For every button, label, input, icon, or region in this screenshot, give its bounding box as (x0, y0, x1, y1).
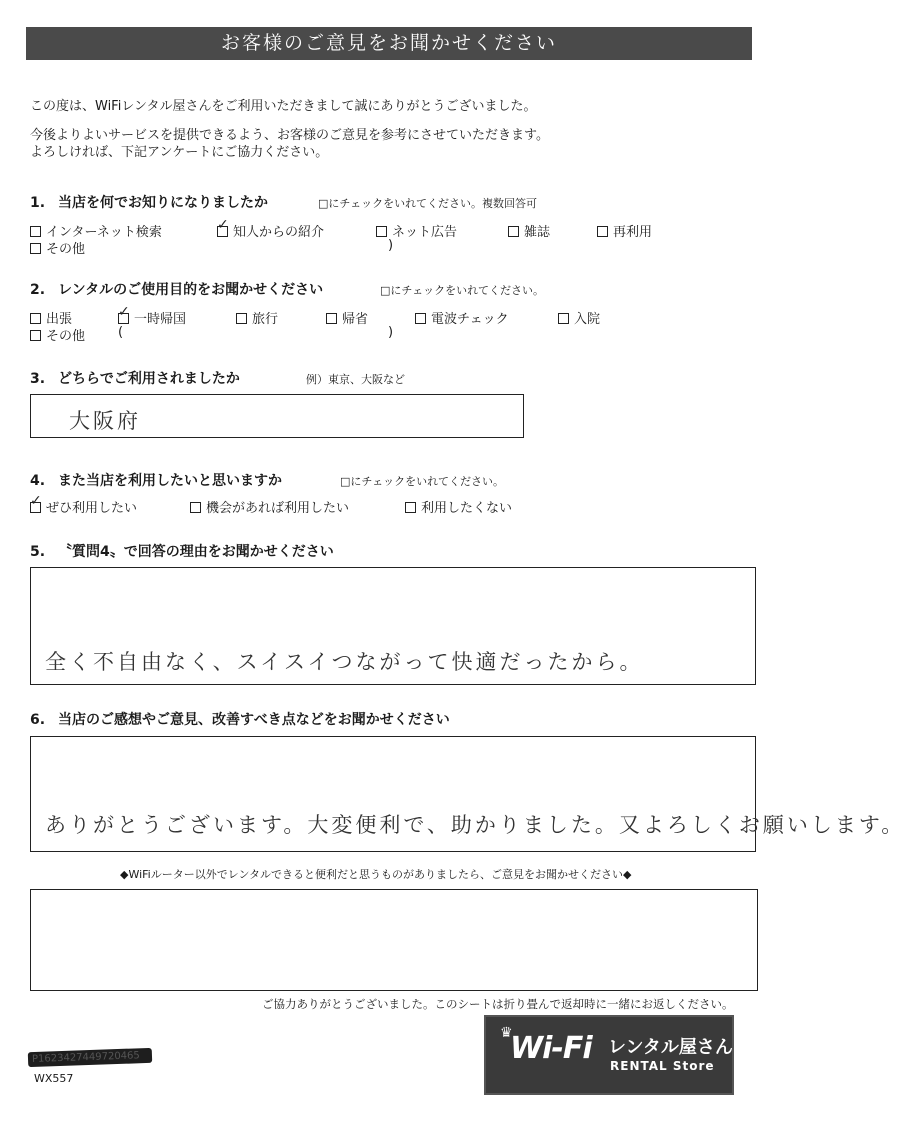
q4-heading (30, 470, 282, 490)
q4-number: 4. (30, 473, 46, 489)
checkbox[interactable] (326, 313, 337, 324)
crown-icon: ♛ (500, 1025, 513, 1041)
q5-label: 〝質問4〟で回答の理由をお聞かせください (58, 544, 334, 560)
q2-option-hospital[interactable]: 入院 (558, 308, 600, 327)
checkbox[interactable] (405, 502, 416, 513)
q2-option-homecoming[interactable]: 帰省 (326, 308, 368, 327)
q6-label: 当店のご感想やご意見、改善すべき点などをお聞かせください (58, 712, 450, 728)
q6-handwritten-answer: ありがとうございます。大変便利で、助かりました。又よろしくお願いします。 (45, 813, 905, 837)
checkbox[interactable] (597, 226, 608, 237)
q6-number: 6. (30, 712, 46, 728)
q4-label: また当店を利用したいと思いますか (58, 473, 282, 489)
q1-label: 当店を何でお知りになりましたか (58, 195, 268, 211)
checkbox-checked[interactable] (118, 313, 129, 324)
checkbox[interactable] (508, 226, 519, 237)
q2-option-signal-check[interactable]: 電波チェック (415, 308, 509, 327)
q4-option-if-chance[interactable]: 機会があれば利用したい (190, 497, 349, 516)
checkbox[interactable] (236, 313, 247, 324)
checkbox[interactable] (30, 226, 41, 237)
q1-note: □にチェックをいれてください。複数回答可 (318, 197, 538, 210)
q2-other-close-paren: ) (388, 325, 394, 340)
q2-heading (30, 279, 323, 299)
q1-number: 1. (30, 195, 46, 211)
q1-other-close-paren: ) (388, 238, 394, 253)
q1-heading (30, 192, 268, 212)
page-title: お客様のご意見をお聞かせください (26, 27, 752, 60)
intro-line-1: この度は、WiFiレンタル屋さんをご利用いただきまして誠にありがとうございました。 (30, 99, 537, 114)
checkbox-checked[interactable] (217, 226, 228, 237)
q1-option-search[interactable]: インターネット検索 (30, 221, 162, 240)
q2-label: レンタルのご使用目的をお聞かせください (58, 282, 324, 298)
q3-answer-field[interactable] (30, 394, 524, 438)
q5-answer-field[interactable] (30, 567, 756, 685)
checkbox-checked[interactable] (30, 502, 41, 513)
q3-number: 3. (30, 371, 46, 387)
q2-other-open-paren: ( (118, 325, 124, 340)
q2-option-return-home[interactable]: ✓ 一時帰国 (118, 308, 186, 327)
q1-option-magazine[interactable]: 雑誌 (508, 221, 550, 240)
logo-wifi-text: Wi-Fi (510, 1031, 592, 1066)
q5-handwritten-answer: 全く不自由なく、スイスイつながって快適だったから。 (45, 650, 644, 674)
q7-heading: ◆WiFiルーター以外でレンタルできると便利だと思うものがありましたら、ご意見をお聞かせください◆ (120, 868, 632, 881)
checkbox[interactable] (376, 226, 387, 237)
checkbox[interactable] (415, 313, 426, 324)
q3-handwritten-answer: 大阪府 (69, 409, 141, 433)
q2-note: □にチェックをいれてください。 (380, 284, 545, 297)
q3-heading (30, 368, 240, 388)
q1-option-reuse[interactable]: 再利用 (597, 221, 652, 240)
thanks-note: ご協力ありがとうございました。このシートは折り畳んで返却時に一緒にお返しください。 (262, 997, 734, 1011)
q2-number: 2. (30, 282, 46, 298)
q2-option-other[interactable]: その他 (30, 325, 85, 344)
q3-note: 例）東京、大阪など (306, 373, 405, 386)
checkbox[interactable] (558, 313, 569, 324)
checkbox[interactable] (30, 330, 41, 341)
q1-option-referral[interactable]: ✓ 知人からの紹介 (217, 221, 324, 240)
q3-label: どちらでご利用されましたか (58, 371, 240, 387)
intro-line-2: 今後よりよいサービスを提供できるよう、お客様のご意見を参考にさせていただきます。 (30, 128, 549, 143)
intro-line-3: よろしければ、下記アンケートにご協力ください。 (30, 145, 329, 160)
redacted-id: P1623427449720465 (28, 1048, 152, 1067)
wifi-rental-logo (484, 1015, 734, 1095)
form-code: WX557 (34, 1072, 74, 1085)
q4-option-definitely[interactable]: ✓ぜひ利用したい (30, 497, 137, 516)
checkbox[interactable] (30, 313, 41, 324)
q4-option-no[interactable]: 利用したくない (405, 497, 512, 516)
checkbox[interactable] (30, 243, 41, 254)
q5-number: 5. (30, 544, 46, 560)
q1-option-other[interactable]: その他 (30, 238, 85, 257)
checkbox[interactable] (190, 502, 201, 513)
q7-answer-field[interactable] (30, 889, 758, 991)
q1-option-net-ad[interactable]: ネット広告 (376, 221, 457, 240)
q2-option-business[interactable]: 出張 (30, 308, 72, 327)
logo-en-text: RENTAL Store (610, 1059, 715, 1073)
q5-heading (30, 541, 334, 561)
q6-answer-field[interactable] (30, 736, 905, 852)
q6-heading (30, 709, 450, 729)
logo-jp-text: レンタル屋さん (608, 1037, 733, 1058)
q2-option-travel[interactable]: 旅行 (236, 308, 278, 327)
q4-note: □にチェックをいれてください。 (340, 475, 505, 488)
